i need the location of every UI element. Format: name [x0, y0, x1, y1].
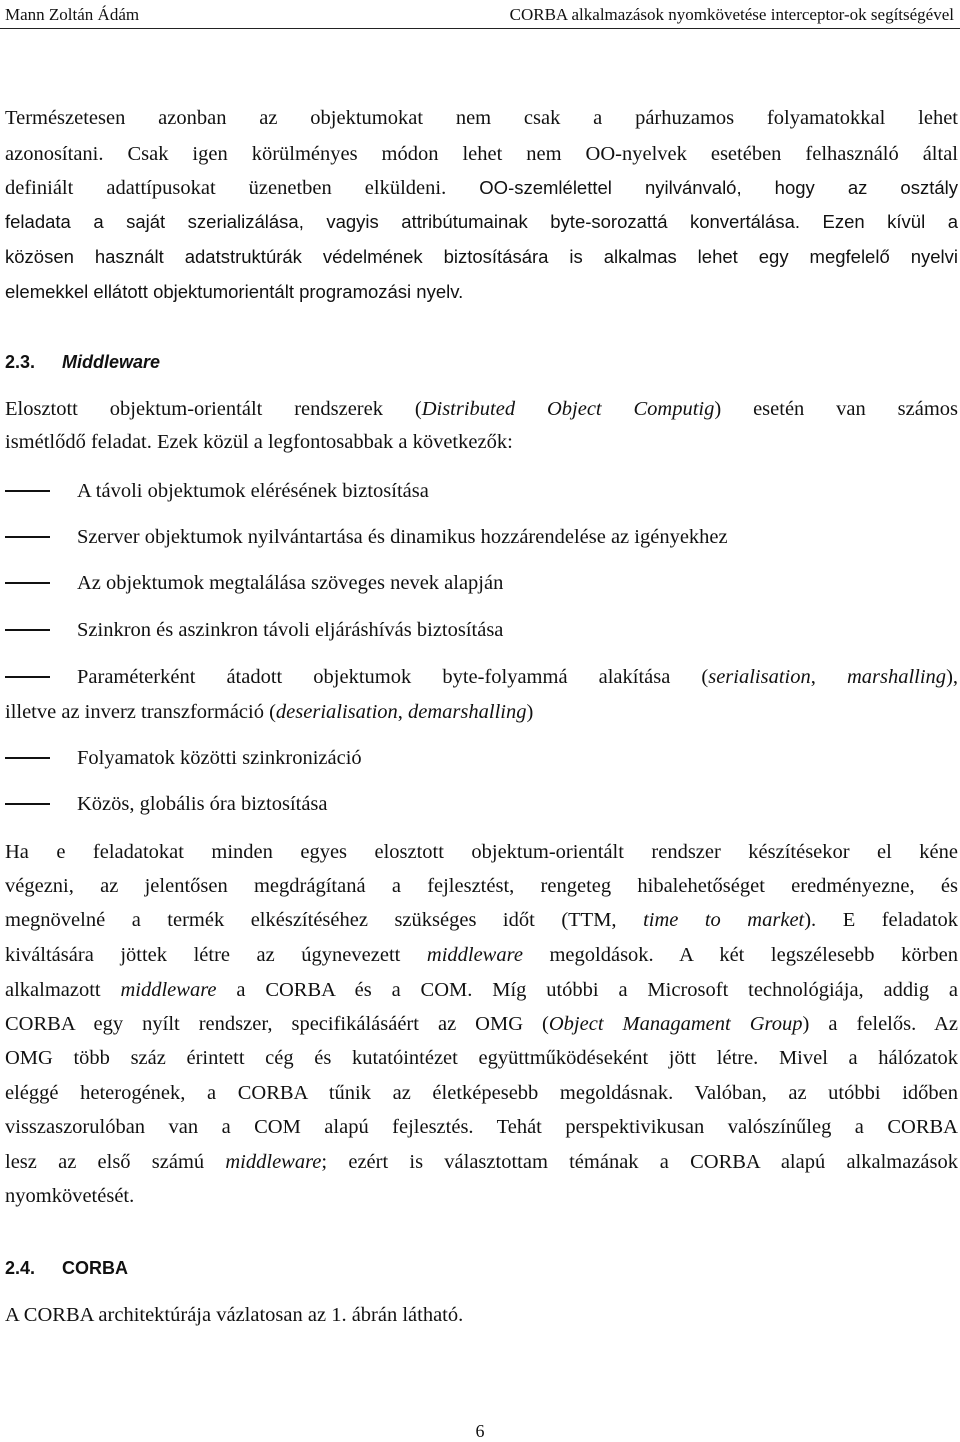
text-segment: alkalmazott [5, 979, 121, 1001]
text-line: nyomkövetését. [5, 1185, 135, 1207]
page-number: 6 [475, 1421, 485, 1441]
list-item-continuation [5, 700, 533, 724]
dash-bullet-icon [5, 536, 50, 538]
text-line: eléggé heterogének, a CORBA tűnik az életképesebb megoldásnak. Valóban, az utóbbi időben [5, 1082, 958, 1104]
text-segment: definiált adattípusokat üzenetben elküldeni. [5, 177, 447, 199]
text-segment: kiváltására jöttek létre az úgynevezett [5, 944, 427, 966]
list-item: Közös, globális óra biztosítása [77, 793, 328, 815]
list-item: Szinkron és aszinkron távoli eljáráshívás biztosítása [77, 619, 504, 641]
text-line [5, 1012, 958, 1036]
text-line: Természetesen azonban az objektumokat nem csak a párhuzamos folyamatokkal lehet [5, 107, 958, 129]
text-line: visszaszorulóban van a COM alapú fejlesztés. Tehát perspektivikusan valószínűleg a CORBA [5, 1116, 958, 1138]
text-segment-italic: middleware [225, 1151, 322, 1173]
text-segment: OO-szemlélettel nyilvánvaló, hogy az osztály [446, 177, 958, 198]
text-segment: illetve az inverz transzformáció ( [5, 701, 276, 723]
dash-bullet-icon [5, 676, 50, 678]
text-segment: ) a felelős. Az [802, 1013, 959, 1035]
section-number: 2.4. [5, 1258, 36, 1278]
text-line [5, 397, 958, 421]
page-header [0, 2, 960, 28]
text-segment: ) esetén van számos [714, 398, 959, 420]
text-segment-italic: deserialisation [275, 701, 398, 723]
text-line [5, 176, 958, 200]
header-author: Mann Zoltán Ádám [5, 5, 140, 24]
text-segment: lesz az első számú [5, 1151, 226, 1173]
text-segment: megoldások. A két legszélesebb körben [522, 944, 958, 966]
text-line: elemekkel ellátott objektumorientált programozási nyelv. [5, 281, 464, 302]
text-segment: Paraméterként átadott objektumok byte-folyammá alakítása ( [77, 666, 709, 688]
text-line: A CORBA architektúrája vázlatosan az 1. ábrán látható. [5, 1304, 464, 1326]
text-line [5, 210, 958, 234]
text-segment: ; ezért is választottam témának a CORBA alapú alkalmazások [321, 1151, 958, 1173]
text-segment-italic: time to market [643, 909, 805, 931]
text-segment-italic: Distributed Object Computig [421, 398, 715, 420]
text-line: OMG több száz érintett cég és kutatóintézet együttműködéseként jött létre. Mivel a hálózatok [5, 1047, 958, 1069]
dash-bullet-icon [5, 582, 50, 584]
text-line [5, 430, 513, 454]
text-segment: ). E feladatok [804, 909, 958, 931]
list-item: Az objektumok megtalálása szöveges nevek alapján [77, 572, 504, 594]
text-segment: , [810, 666, 847, 688]
header-document-title: CORBA alkalmazások nyomkövetése interceptor-ok segítségével [509, 5, 954, 24]
text-segment: a CORBA és a COM. Míg utóbbi a Microsoft technológiája, addig a [216, 979, 959, 1001]
section-number: 2.3. [5, 352, 36, 372]
header-rule [0, 28, 960, 29]
text-segment-italic: middleware [120, 979, 217, 1001]
dash-bullet-icon [5, 490, 50, 492]
text-segment-italic: Object Managament Group [548, 1013, 803, 1035]
text-segment: , [397, 701, 409, 723]
text-line: Ha e feladatokat minden egyes elosztott objektum-orientált rendszer készítésekor el kéne [5, 841, 958, 863]
text-segment-italic: marshalling [846, 666, 947, 688]
text-segment: Elosztott objektum-orientált rendszerek ( [5, 398, 422, 420]
section-heading-2-4 [5, 1257, 128, 1279]
text-segment: feladata a saját szerializálása, vagyis attribútumainak byte-sorozattá konvertálása. [5, 211, 801, 232]
text-line [5, 978, 958, 1002]
section-title: CORBA [62, 1258, 128, 1278]
list-item: Folyamatok közötti szinkronizáció [77, 747, 362, 769]
dash-bullet-icon [5, 629, 50, 631]
text-segment: ), [946, 666, 959, 688]
text-segment: Ezen kívül a [800, 211, 958, 232]
dash-bullet-icon [5, 803, 50, 805]
section-title: Middleware [62, 352, 161, 372]
section-heading-2-3 [5, 351, 160, 373]
text-line [5, 908, 958, 932]
text-line: azonosítani. Csak igen körülményes módon lehet nem OO-nyelvek esetében felhasználó által [5, 143, 958, 165]
text-segment-italic: serialisation [708, 666, 811, 688]
text-line: közösen használt adatstruktúrák védelmének biztosítására is alkalmas lehet egy megfelelő nyelvi [5, 246, 958, 267]
text-segment: ismétlődő feladat. [5, 431, 152, 453]
text-segment: CORBA egy nyílt rendszer, specifikálásáért az OMG ( [5, 1013, 549, 1035]
text-segment: Ezek közül a legfontosabbak a következők: [151, 431, 513, 453]
text-segment-italic: demarshalling [408, 701, 527, 723]
text-segment: megnövelné a termék elkészítéséhez szükséges időt (TTM, [5, 909, 644, 931]
text-line [5, 943, 958, 967]
list-item [77, 665, 958, 689]
dash-bullet-icon [5, 757, 50, 759]
text-line: végezni, az jelentősen megdrágítaná a fejlesztést, rengeteg hibalehetőséget eredményezne, és [5, 875, 958, 897]
text-segment-italic: middleware [426, 944, 523, 966]
list-item: Szerver objektumok nyilvántartása és dinamikus hozzárendelése az igényekhez [77, 526, 728, 548]
list-item: A távoli objektumok elérésének biztosítása [77, 480, 429, 502]
text-segment: ) [526, 701, 534, 723]
text-line [5, 1150, 958, 1174]
